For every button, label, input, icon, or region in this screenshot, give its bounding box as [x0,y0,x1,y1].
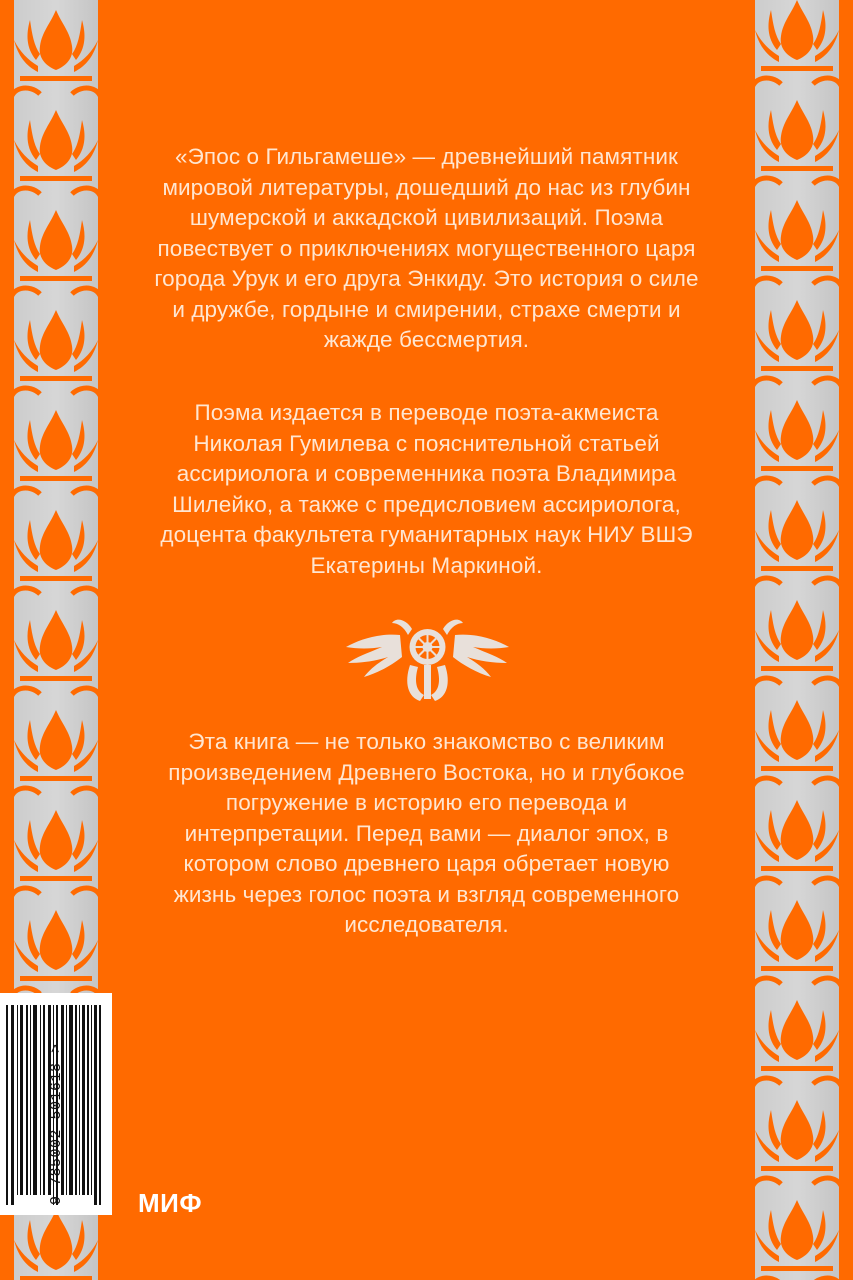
winged-sun-emblem-icon [340,605,515,705]
palmette-ornament-icon [741,0,853,1280]
publisher-logo: МИФ [138,1188,203,1218]
description-paragraph-3: Эта книга — не только знакомство с великим произведением Древнего Востока, но и глубокое погружение в историю его перевода и интерпретации. Перед вами — диалог эпох, в котором слово древнего царя обретает новую жизнь через голос поэта и взгляд современного исследователя. [168,729,685,937]
isbn-number: 9 785002 501618 > [48,1043,65,1205]
description-paragraph-2: Поэма издается в переводе поэта-акмеиста Николая Гумилева с пояснительной статьей ассириолога и современника поэта Владимира Шилейко, а также с предисловием ассириолога, доцента факультета гуманитарных наук НИУ ВШЭ Екатерины Маркиной. [160,400,693,578]
description-paragraph-1: «Эпос о Гильгамеше» — древнейший памятник мировой литературы, дошедший до нас из глубин шумерской и аккадской цивилизаций. Поэма повествует о приключениях могущественного царя города Урук и его друга Энкиду. Это история о силе и дружбе, гордыне и смирении, страхе смерти и жажде бессмертия. [154,144,699,352]
right-ornamental-border [741,0,853,1280]
